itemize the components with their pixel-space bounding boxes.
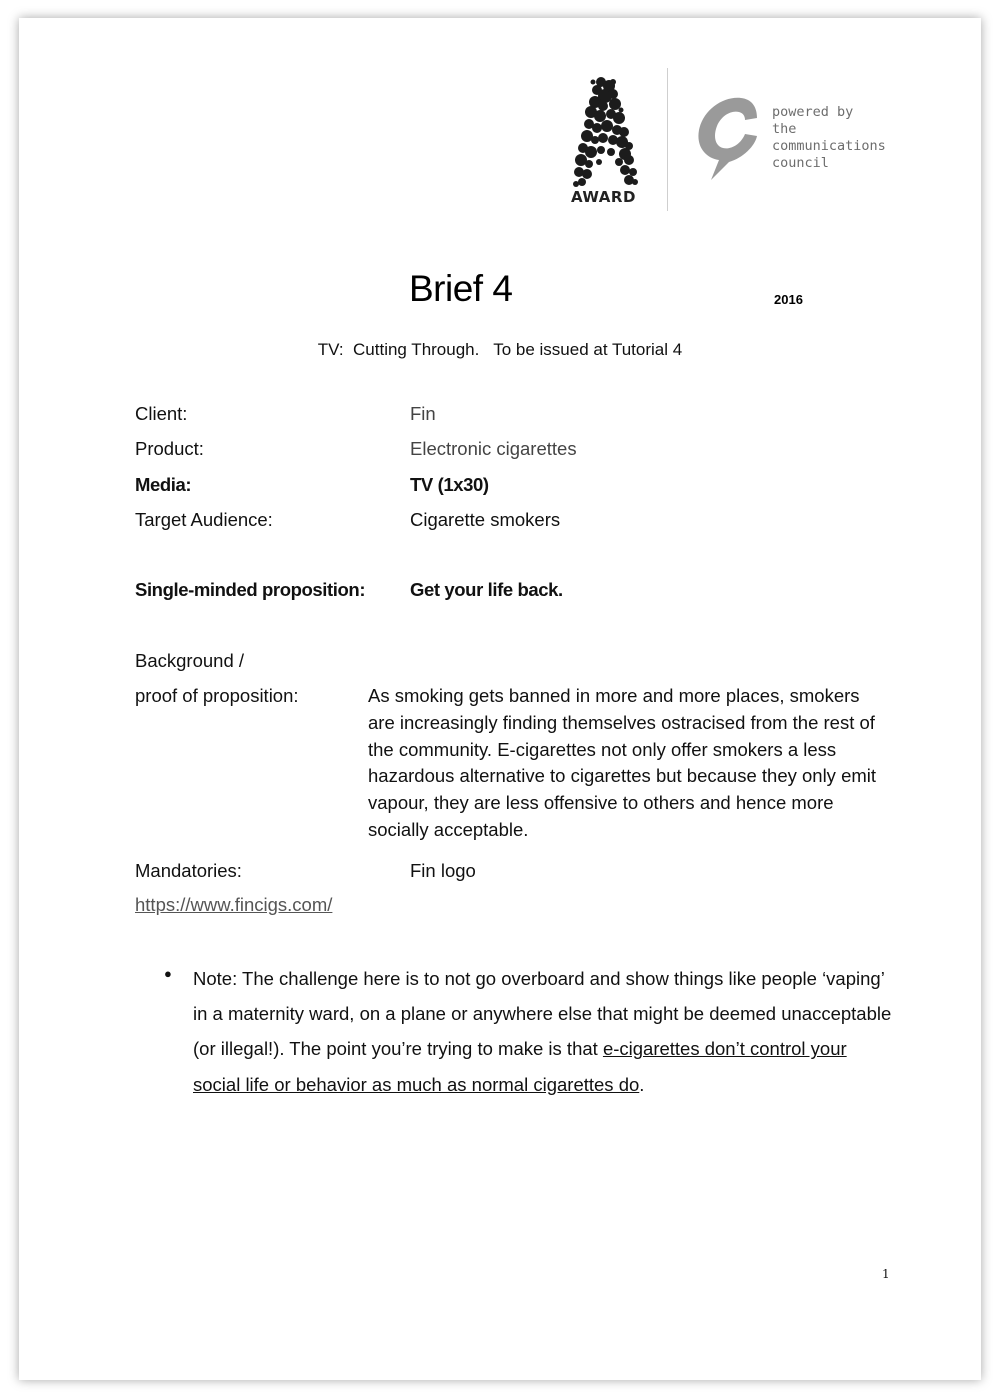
product-label: Product: [135,438,204,459]
background-label: Background / [135,650,245,671]
mandatories-label: Mandatories: [135,860,242,881]
note-underlined-text: e-cigarettes don’t control your social life or behavior as much as normal cigarettes do [193,1038,847,1095]
award-logo-text: AWARD [571,188,636,206]
proof-of-proposition-label: proof of proposition: [135,685,299,706]
client-value: Fin [410,403,436,424]
document-page [19,18,981,1380]
bullet-icon: ● [164,966,172,981]
powered-by-line: the [772,121,797,137]
year: 2016 [774,292,803,307]
fincigs-link[interactable]: https://www.fincigs.com/ [135,894,333,915]
powered-by-line: powered by [772,104,854,120]
logo-divider [667,68,668,211]
product-value: Electronic cigarettes [410,438,577,459]
page-title: Brief 4 [409,268,513,309]
client-label: Client: [135,403,188,424]
page-number: 1 [882,1267,890,1281]
powered-by-line: communications [772,138,886,154]
powered-by-line: council [772,155,829,171]
target-audience-label: Target Audience: [135,509,273,530]
background-text: As smoking gets banned in more and more places, smokers are increasingly finding themselves ostracised from the rest of the community. E-cigarettes not only offer smokers a less hazardous alternative to cigarettes but because they only emit vapour, they are less offensive to others and hence more socially acceptable. [368,685,877,840]
proposition-value: Get your life back. [410,579,563,600]
subtitle: TV: Cutting Through. To be issued at Tutorial 4 [317,340,683,359]
note-text: Note: The challenge here is to not go overboard and show things like people ‘vaping’ in a maternity ward, on a plane or anywhere else that might be deemed unacceptable (or illegal!). The point you’re trying to make is that [193,968,892,1060]
target-audience-value: Cigarette smokers [410,509,561,530]
proposition-label: Single-minded proposition: [135,579,366,600]
media-label: Media: [135,474,192,495]
powered-by-text [772,104,886,172]
media-value: TV (1x30) [410,474,489,495]
note-end: . [639,1073,645,1095]
mandatories-value: Fin logo [410,860,476,881]
note-paragraph [193,961,893,1102]
communications-council-logo-icon [695,96,761,182]
